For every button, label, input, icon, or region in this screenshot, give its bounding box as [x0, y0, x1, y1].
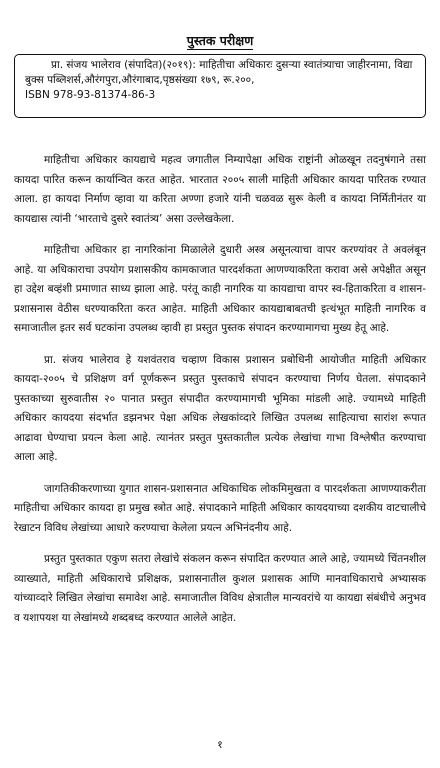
paragraph-4: जागतिकीकरणाच्या युगात शासन-प्रशासनात अधिकाधिक लोकमिमुखता व पारदर्शकता आणण्याकरीता माहितीचा अधिकार कायदा हा प्रमुख स्त्रोत आहे. संपादकाने माहिती अधिकार कायदयाच्या दशकीय वाटचालीचे रेखाटन विविध लेखांच्या आधारे करण्याचा केलेला प्रयत्न अभिनंदनीय आहे. — [14, 482, 426, 534]
citation-details: प्रा. संजय भालेराव (संपादित)(२०१९): माहितीचा अधिकारः दुसऱ्या स्वातंत्र्याचा जाहीरनामा, विद्या बुक्स पब्लिशर्स,औरंगपुरा,औरंगाबाद,पृष्ठसंख्या १७९, रू.२००, — [25, 59, 413, 86]
review-body — [14, 151, 426, 640]
citation-isbn: ISBN 978-93-81374-86-3 — [25, 89, 156, 101]
page-number: १ — [217, 739, 223, 751]
page-title-text: पुस्तक परीक्षण — [186, 33, 254, 48]
paragraph-1: माहितीचा अधिकार कायद्याचे महत्व जगातील निम्यापेक्षा अधिक राष्ट्रांनी ओळखून तदनुषंगाने तसा कायदा पारित करून कार्यान्वित करत आहेत. भारतात २००५ साली माहिती अधिकार कायदा पारितक रण्यात आला. हा कायदा निर्माण व्हावा या करिता अण्णा हजारे यांनी चळवळ सुरू केली व कायदा निर्मितीनंतर या कायद्यास त्यांनी ‘भारताचे दुसरे स्वातंत्र्य’ असा उल्लेखकेला. — [14, 154, 426, 225]
paragraph-2: माहितीचा अधिकार हा नागरिकांना मिळालेले दुधारी अस्त्र असूनत्याचा वापर करण्यांवर ते अवलंबून आहे. या अधिकाराचा उपयोग प्रशासकीय कामकाजात पारदर्शकता आणण्याकरिता करावा असे अपेक्षीत असून हा उद्देश बव्हंशी प्रमाणात साध्य झाला आहे. परंतू काही नागरिक या कायद्याचा वापर स्व-हिताकरिता व शासन-प्रशासनास वेठीस धरण्याकरिता करत आहेत. माहिती अधिकार कायद्याबाबतची इत्थंभूत माहिती नागरिक व समाजातील इतर सर्व घटकांना उपलब्ध व्हावी हा प्रस्तुत पुस्तक संपादन करण्यामागचा मुख्य हेतू आहे. — [14, 244, 426, 334]
citation-box — [14, 54, 426, 118]
page-title — [0, 32, 440, 49]
paragraph-3: प्रा. संजय भालेराव हे यशवंतराव चव्हाण विकास प्रशासन प्रबोधिनी आयोजीत माहिती अधिकार कायदा-२००५ चे प्रशिक्षण वर्ग पूर्णकरून प्रस्तुत पुस्तकाचे संपादन करण्याचा निर्णय घेतला. संपादकाने पुस्तकाच्या सुरुवातीस २० पानात प्रस्तुत संपादीत करण्यामागची भूमिका मांडली आहे. ज्यामध्ये माहिती अधिकार कायदया संदर्भात डझनभर पेक्षा अधिक लेखकांव्दारे लिखित उपलब्ध साहित्याचा सारांश रूपात आढावा घेण्याचा प्रयत्न केला आहे. त्यानंतर प्रस्तुत पुस्तकातील प्रत्येक लेखांचा गाभा विश्लेषीत करण्याचा आला आहे. — [14, 353, 426, 463]
citation-text — [25, 58, 415, 103]
paragraph-5: प्रस्तुत पुस्तकात एकुण सतरा लेखांचे संकलन करून संपादित करण्यात आले आहे, ज्यामध्ये चिंतनशील व्याख्याते, माहिती अधिकाराचे प्रशिक्षक, प्रशासनातील कुशल प्रशासक आणि मानवाधिकाराचे अभ्यासक यांच्याव्दारे लिखित लेखांचा समावेश आहे. समाजातील विविध क्षेत्रातील मान्यवरांचे या कायद्या संबंधीचे अनुभव व यशापयश या लेखांमध्ये शब्दबध्द करण्यात आलेले आहेत. — [14, 553, 426, 624]
